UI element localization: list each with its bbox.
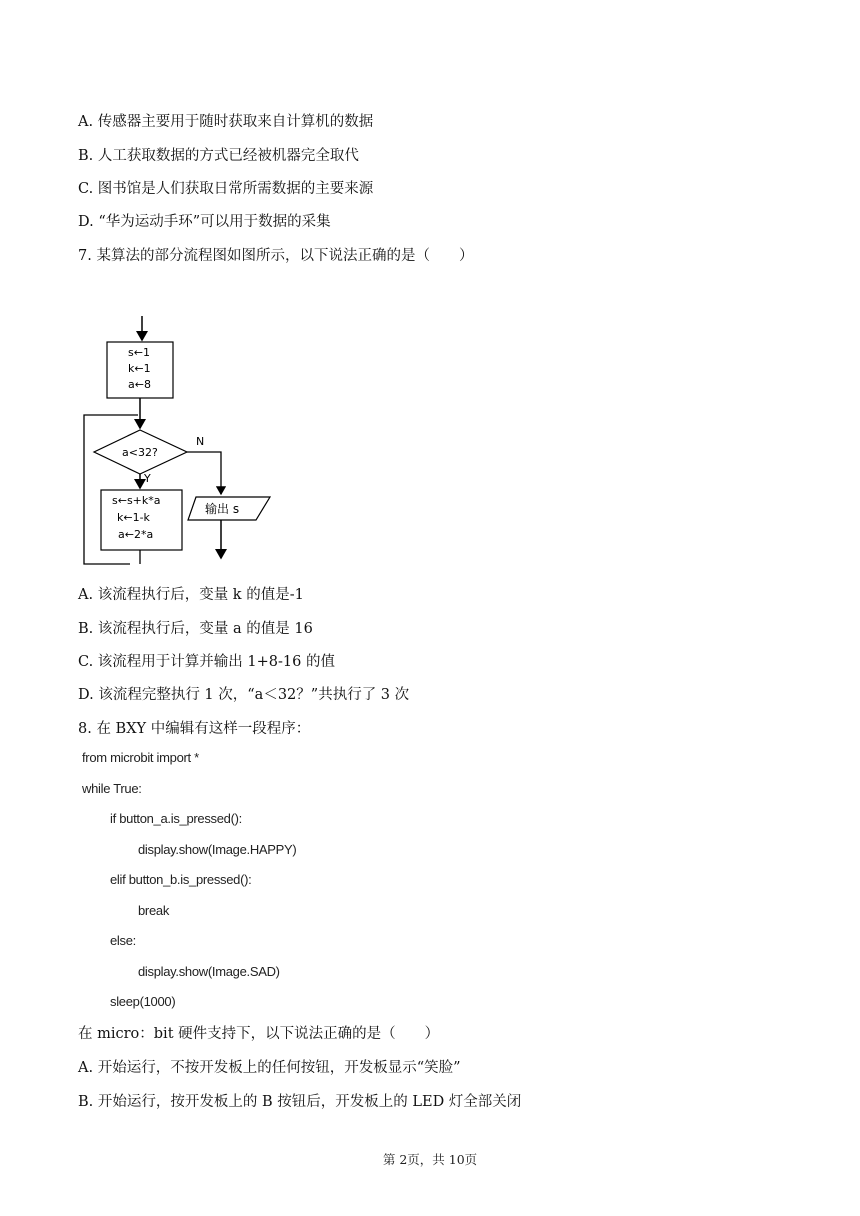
output-text: 输出 s <box>205 502 240 516</box>
code-line-7: else: <box>110 933 136 948</box>
flowchart <box>70 308 290 568</box>
yes-label: Y <box>144 472 151 485</box>
no-label: N <box>196 435 205 448</box>
q6-option-c: C. 图书馆是人们获取日常所需数据的主要来源 <box>78 181 374 197</box>
q8-option-a: A. 开始运行，不按开发板上的任何按钮，开发板显示“笑脸” <box>78 1060 461 1076</box>
init-line-1: s←1 <box>128 346 150 359</box>
code-line-9: sleep(1000) <box>110 994 176 1009</box>
q8-option-b: B. 开始运行，按开发板上的 B 按钮后，开发板上的 LED 灯全部关闭 <box>78 1094 522 1110</box>
loop-line-2: k←1-k <box>117 511 150 524</box>
q7-option-c: C. 该流程用于计算并输出 1+8-16 的值 <box>78 654 335 670</box>
code-line-8: display.show(Image.SAD) <box>138 964 280 979</box>
q7-option-b: B. 该流程执行后，变量 a 的值是 16 <box>78 621 313 637</box>
code-line-3: if button_a.is_pressed(): <box>110 811 242 826</box>
loop-line-3: a←2*a <box>118 528 154 541</box>
q6-option-d: D. “华为运动手环”可以用于数据的采集 <box>78 214 331 230</box>
code-line-4: display.show(Image.HAPPY) <box>138 842 297 857</box>
code-line-2: while True: <box>82 781 142 796</box>
code-line-5: elif button_b.is_pressed(): <box>110 872 252 887</box>
page-footer: 第 2页，共 10页 <box>382 1152 478 1167</box>
q6-option-a: A. 传感器主要用于随时获取来自计算机的数据 <box>78 114 374 130</box>
code-line-1: from microbit import * <box>82 750 199 765</box>
code-line-6: break <box>138 903 170 918</box>
q7-option-d: D. 该流程完整执行 1 次，“a＜32？”共执行了 3 次 <box>78 687 410 703</box>
q7-stem: 7. 某算法的部分流程图如图所示，以下说法正确的是（ ） <box>78 248 474 264</box>
decision-text: a<32? <box>122 446 158 459</box>
q7-option-a: A. 该流程执行后，变量 k 的值是-1 <box>78 587 304 603</box>
init-line-2: k←1 <box>128 362 151 375</box>
q6-option-b: B. 人工获取数据的方式已经被机器完全取代 <box>78 148 359 164</box>
q8-question: 在 micro：bit 硬件支持下，以下说法正确的是（ ） <box>78 1026 440 1042</box>
loop-line-1: s←s+k*a <box>112 494 161 507</box>
init-line-3: a←8 <box>128 378 151 391</box>
q8-stem: 8. 在 BXY 中编辑有这样一段程序： <box>78 721 311 737</box>
